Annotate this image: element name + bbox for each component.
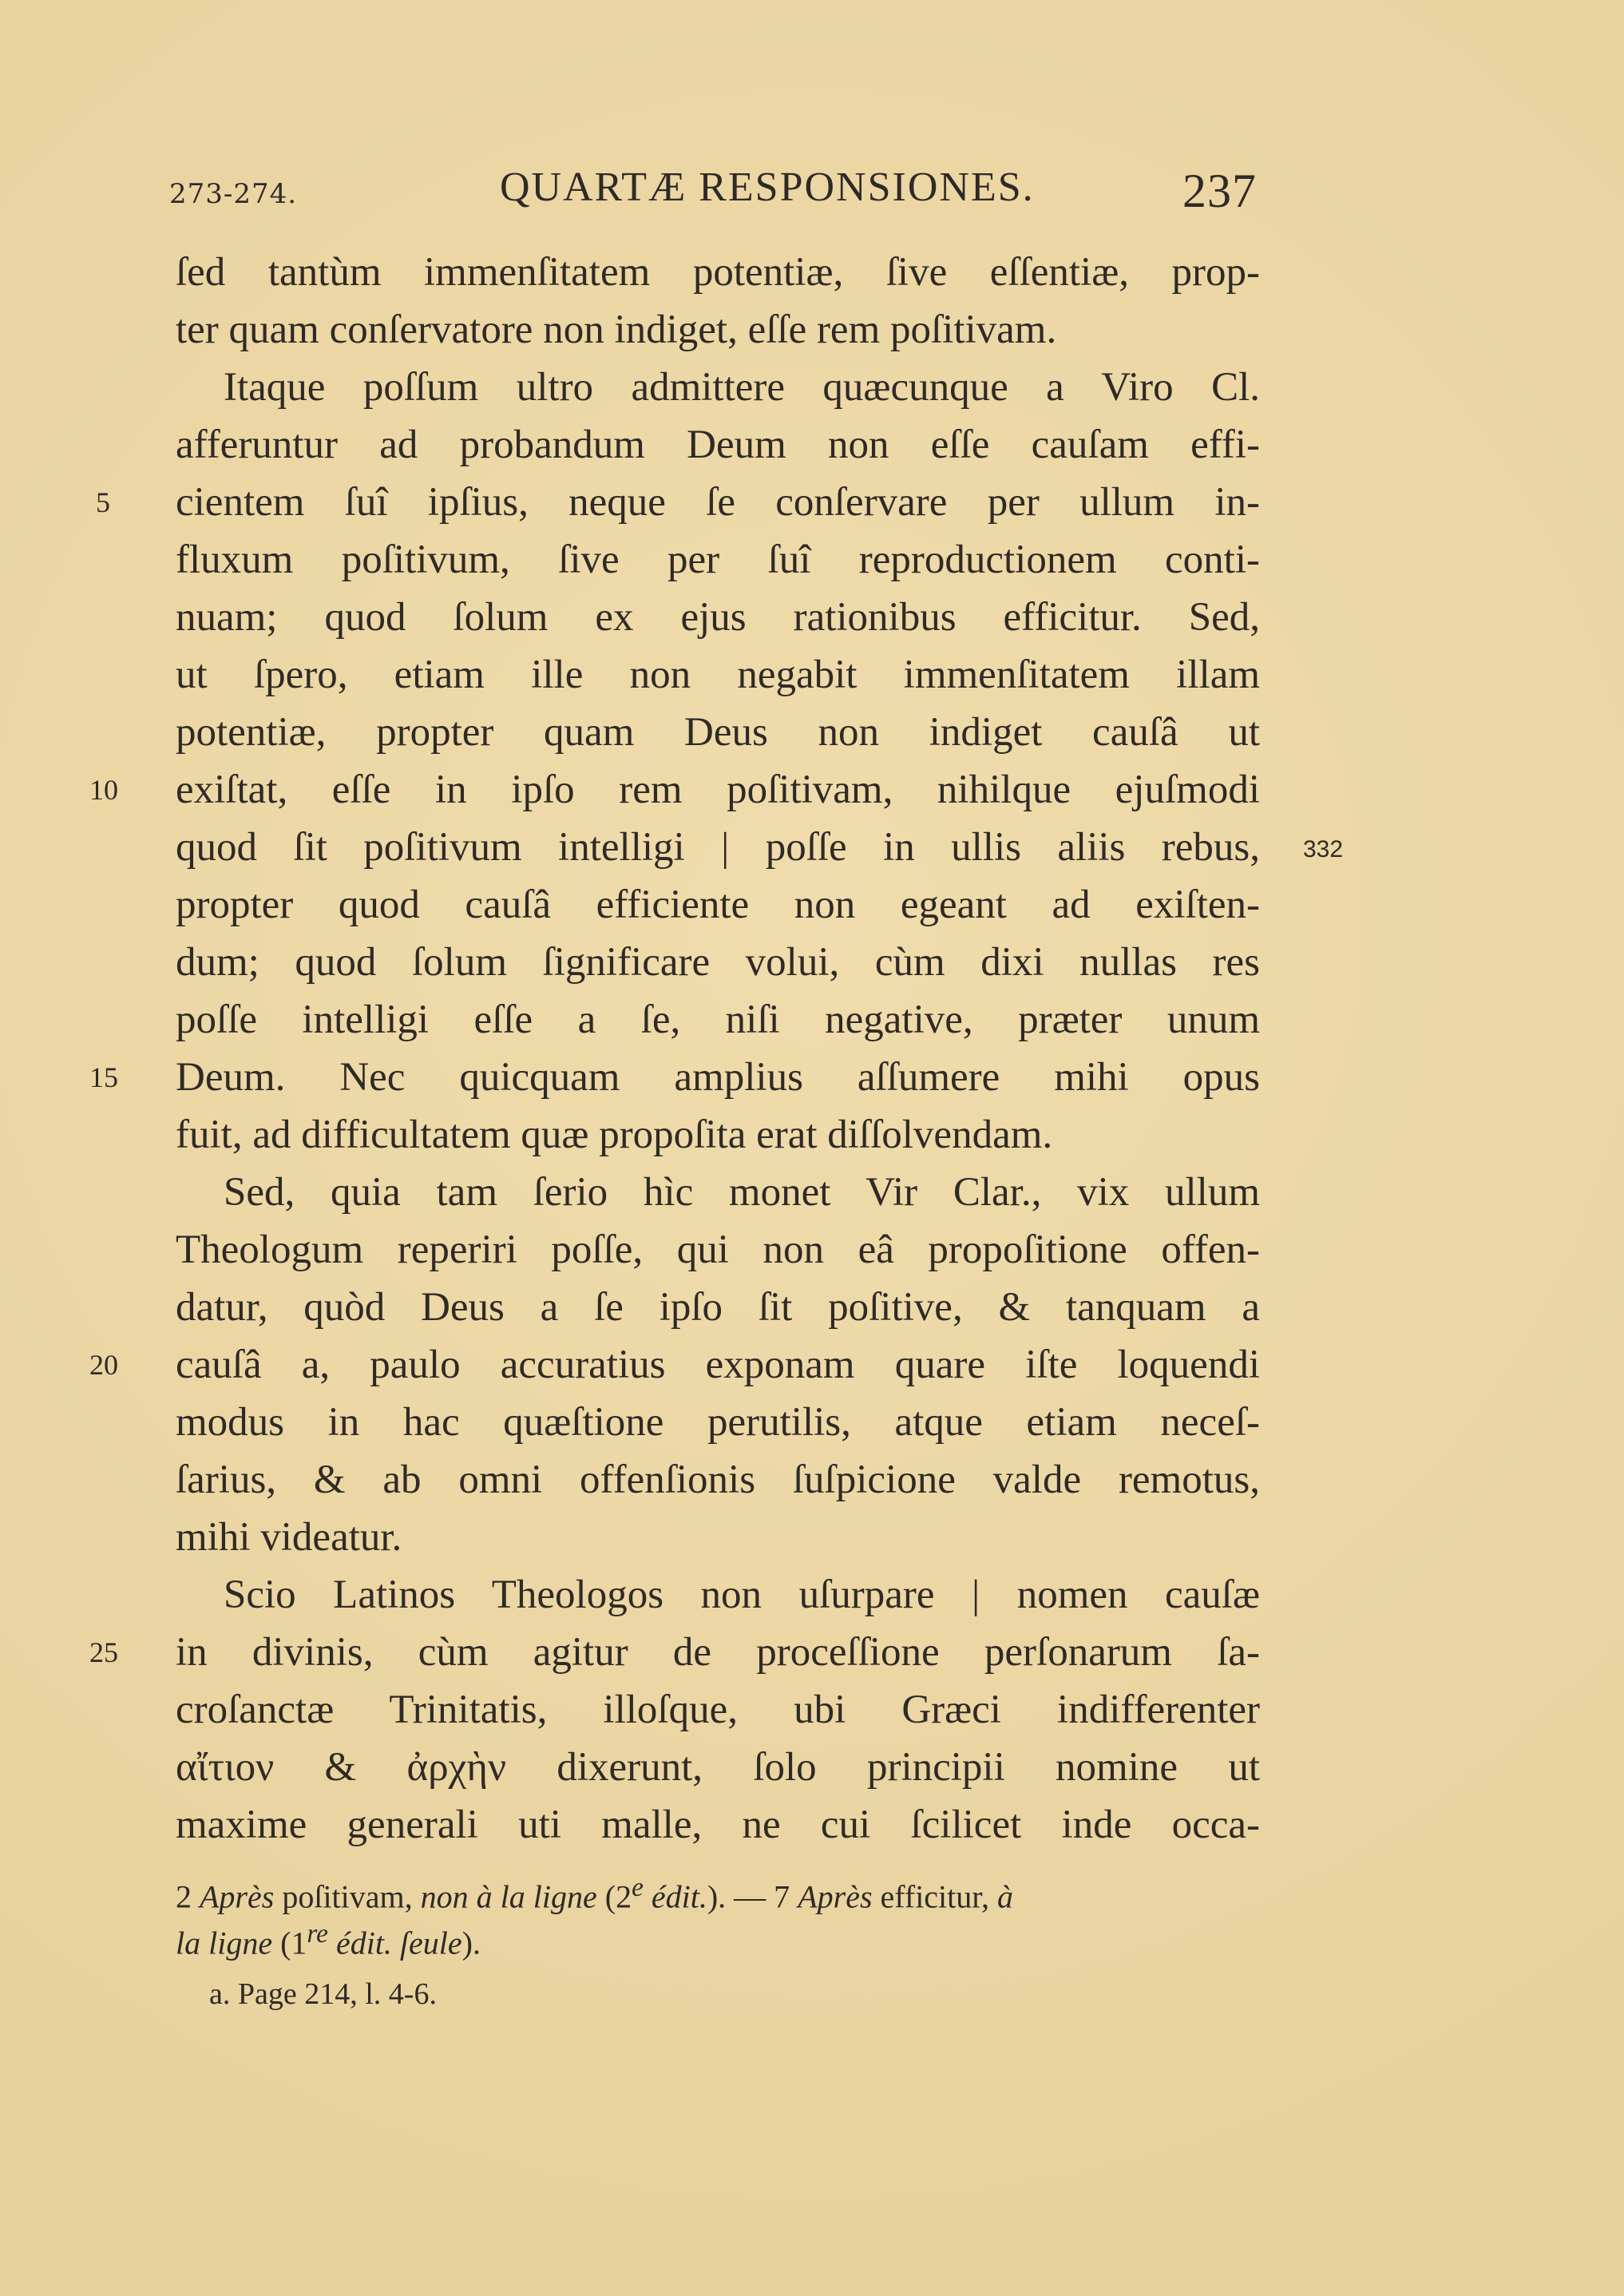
footnote-text: (2	[604, 1878, 632, 1915]
text-line: mihi videatur.	[176, 1515, 402, 1560]
text-line: potentiæ, propter quam Deus non indiget cauſâ ut	[176, 710, 1260, 755]
footnote-text: efficitur,	[880, 1878, 989, 1915]
line-number-25: 25	[89, 1636, 118, 1668]
text-line: in divinis, cùm agitur de proceſſione perſonarum ſa-	[176, 1630, 1260, 1675]
footnote-text: édit. ſeule	[335, 1925, 462, 1961]
footnote-line-2	[176, 1911, 1260, 1966]
footnote-text: la ligne	[176, 1925, 273, 1961]
footnote-text: re	[307, 1919, 328, 1949]
text-line: propter quod cauſâ efficiente non egeant ad exiſten-	[176, 882, 1260, 927]
running-header	[169, 164, 1263, 228]
text-line: Itaque poſſum ultro admittere quæcunque a Viro Cl.	[224, 365, 1260, 410]
footnote-text: non à la ligne	[420, 1878, 597, 1915]
page-number: 237	[1182, 165, 1257, 217]
text-line: Scio Latinos Theologos non uſurpare | nomen cauſæ	[224, 1572, 1260, 1617]
text-line: ter quam conſervatore non indiget, eſſe rem poſitivam.	[176, 307, 1057, 352]
text-line: quod ſit poſitivum intelligi | poſſe in ullis aliis rebus,	[176, 825, 1260, 870]
text-line: modus in hac quæſtione perutilis, atque etiam neceſ-	[176, 1400, 1260, 1445]
line-number-20: 20	[89, 1349, 118, 1381]
text-line: Deum. Nec quicquam amplius aſſumere mihi opus	[176, 1055, 1260, 1100]
header-title: QUARTÆ RESPONSIONES.	[500, 165, 1035, 210]
text-line: nuam; quod ſolum ex ejus rationibus efficitur. Sed,	[176, 595, 1260, 640]
reference-footnote: a. Page 214, l. 4-6.	[209, 1977, 437, 2011]
text-line: datur, quòd Deus a ſe ipſo ſit poſitive, & tanquam a	[176, 1285, 1260, 1330]
footnote-text: Après	[798, 1878, 873, 1915]
text-line: croſanctæ Trinitatis, illoſque, ubi Græci indifferenter	[176, 1687, 1260, 1732]
footnote-text: ). — 7	[707, 1878, 790, 1915]
text-line: maxime generali uti malle, ne cui ſcilicet inde occa-	[176, 1802, 1260, 1847]
footnote-text: Après	[200, 1878, 275, 1915]
text-line: afferuntur ad probandum Deum non eſſe cauſam effi-	[176, 422, 1260, 467]
text-line: Sed, quia tam ſerio hìc monet Vir Clar., vix ullum	[224, 1170, 1260, 1215]
header-page-range: 273-274.	[169, 178, 298, 210]
footnote-text: poſitivam,	[282, 1878, 413, 1915]
footnote-text: (1	[280, 1925, 307, 1961]
line-number-5: 5	[96, 486, 110, 518]
footnote-text: e	[632, 1873, 644, 1902]
text-line: exiſtat, eſſe in ipſo rem poſitivam, nihilque ejuſmodi	[176, 767, 1260, 812]
text-line: fluxum poſitivum, ſive per ſuî reproductionem conti-	[176, 537, 1260, 582]
text-line: αἴτιον & ἀρχὴν dixerunt, ſolo principii nomine ut	[176, 1745, 1260, 1790]
text-line: dum; quod ſolum ſignificare volui, cùm dixi nullas res	[176, 940, 1260, 985]
text-line: cientem ſuî ipſius, neque ſe conſervare per ullum in-	[176, 480, 1260, 525]
footnote-text: à	[997, 1878, 1013, 1915]
footnote-text: 2	[176, 1878, 192, 1915]
footnote-text: édit.	[651, 1878, 707, 1915]
text-line: ut ſpero, etiam ille non negabit immenſitatem illam	[176, 652, 1260, 697]
line-number-10: 10	[89, 774, 118, 806]
text-line: poſſe intelligi eſſe a ſe, niſi negative, præter unum	[176, 997, 1260, 1042]
footnote-text: ).	[461, 1925, 481, 1961]
text-line: ſed tantùm immenſitatem potentiæ, ſive eſſentiæ, prop-	[176, 250, 1260, 295]
text-line: fuit, ad difficultatem quæ propoſita erat diſſolvendam.	[176, 1112, 1053, 1157]
text-line: cauſâ a, paulo accuratius exponam quare iſte loquendi	[176, 1342, 1260, 1387]
line-number-15: 15	[89, 1061, 118, 1093]
text-line: Theologum reperiri poſſe, qui non eâ propoſitione offen-	[176, 1227, 1260, 1272]
text-line: ſarius, & ab omni offenſionis ſuſpicione valde remotus,	[176, 1457, 1260, 1502]
margin-page-reference: 332	[1303, 836, 1344, 862]
